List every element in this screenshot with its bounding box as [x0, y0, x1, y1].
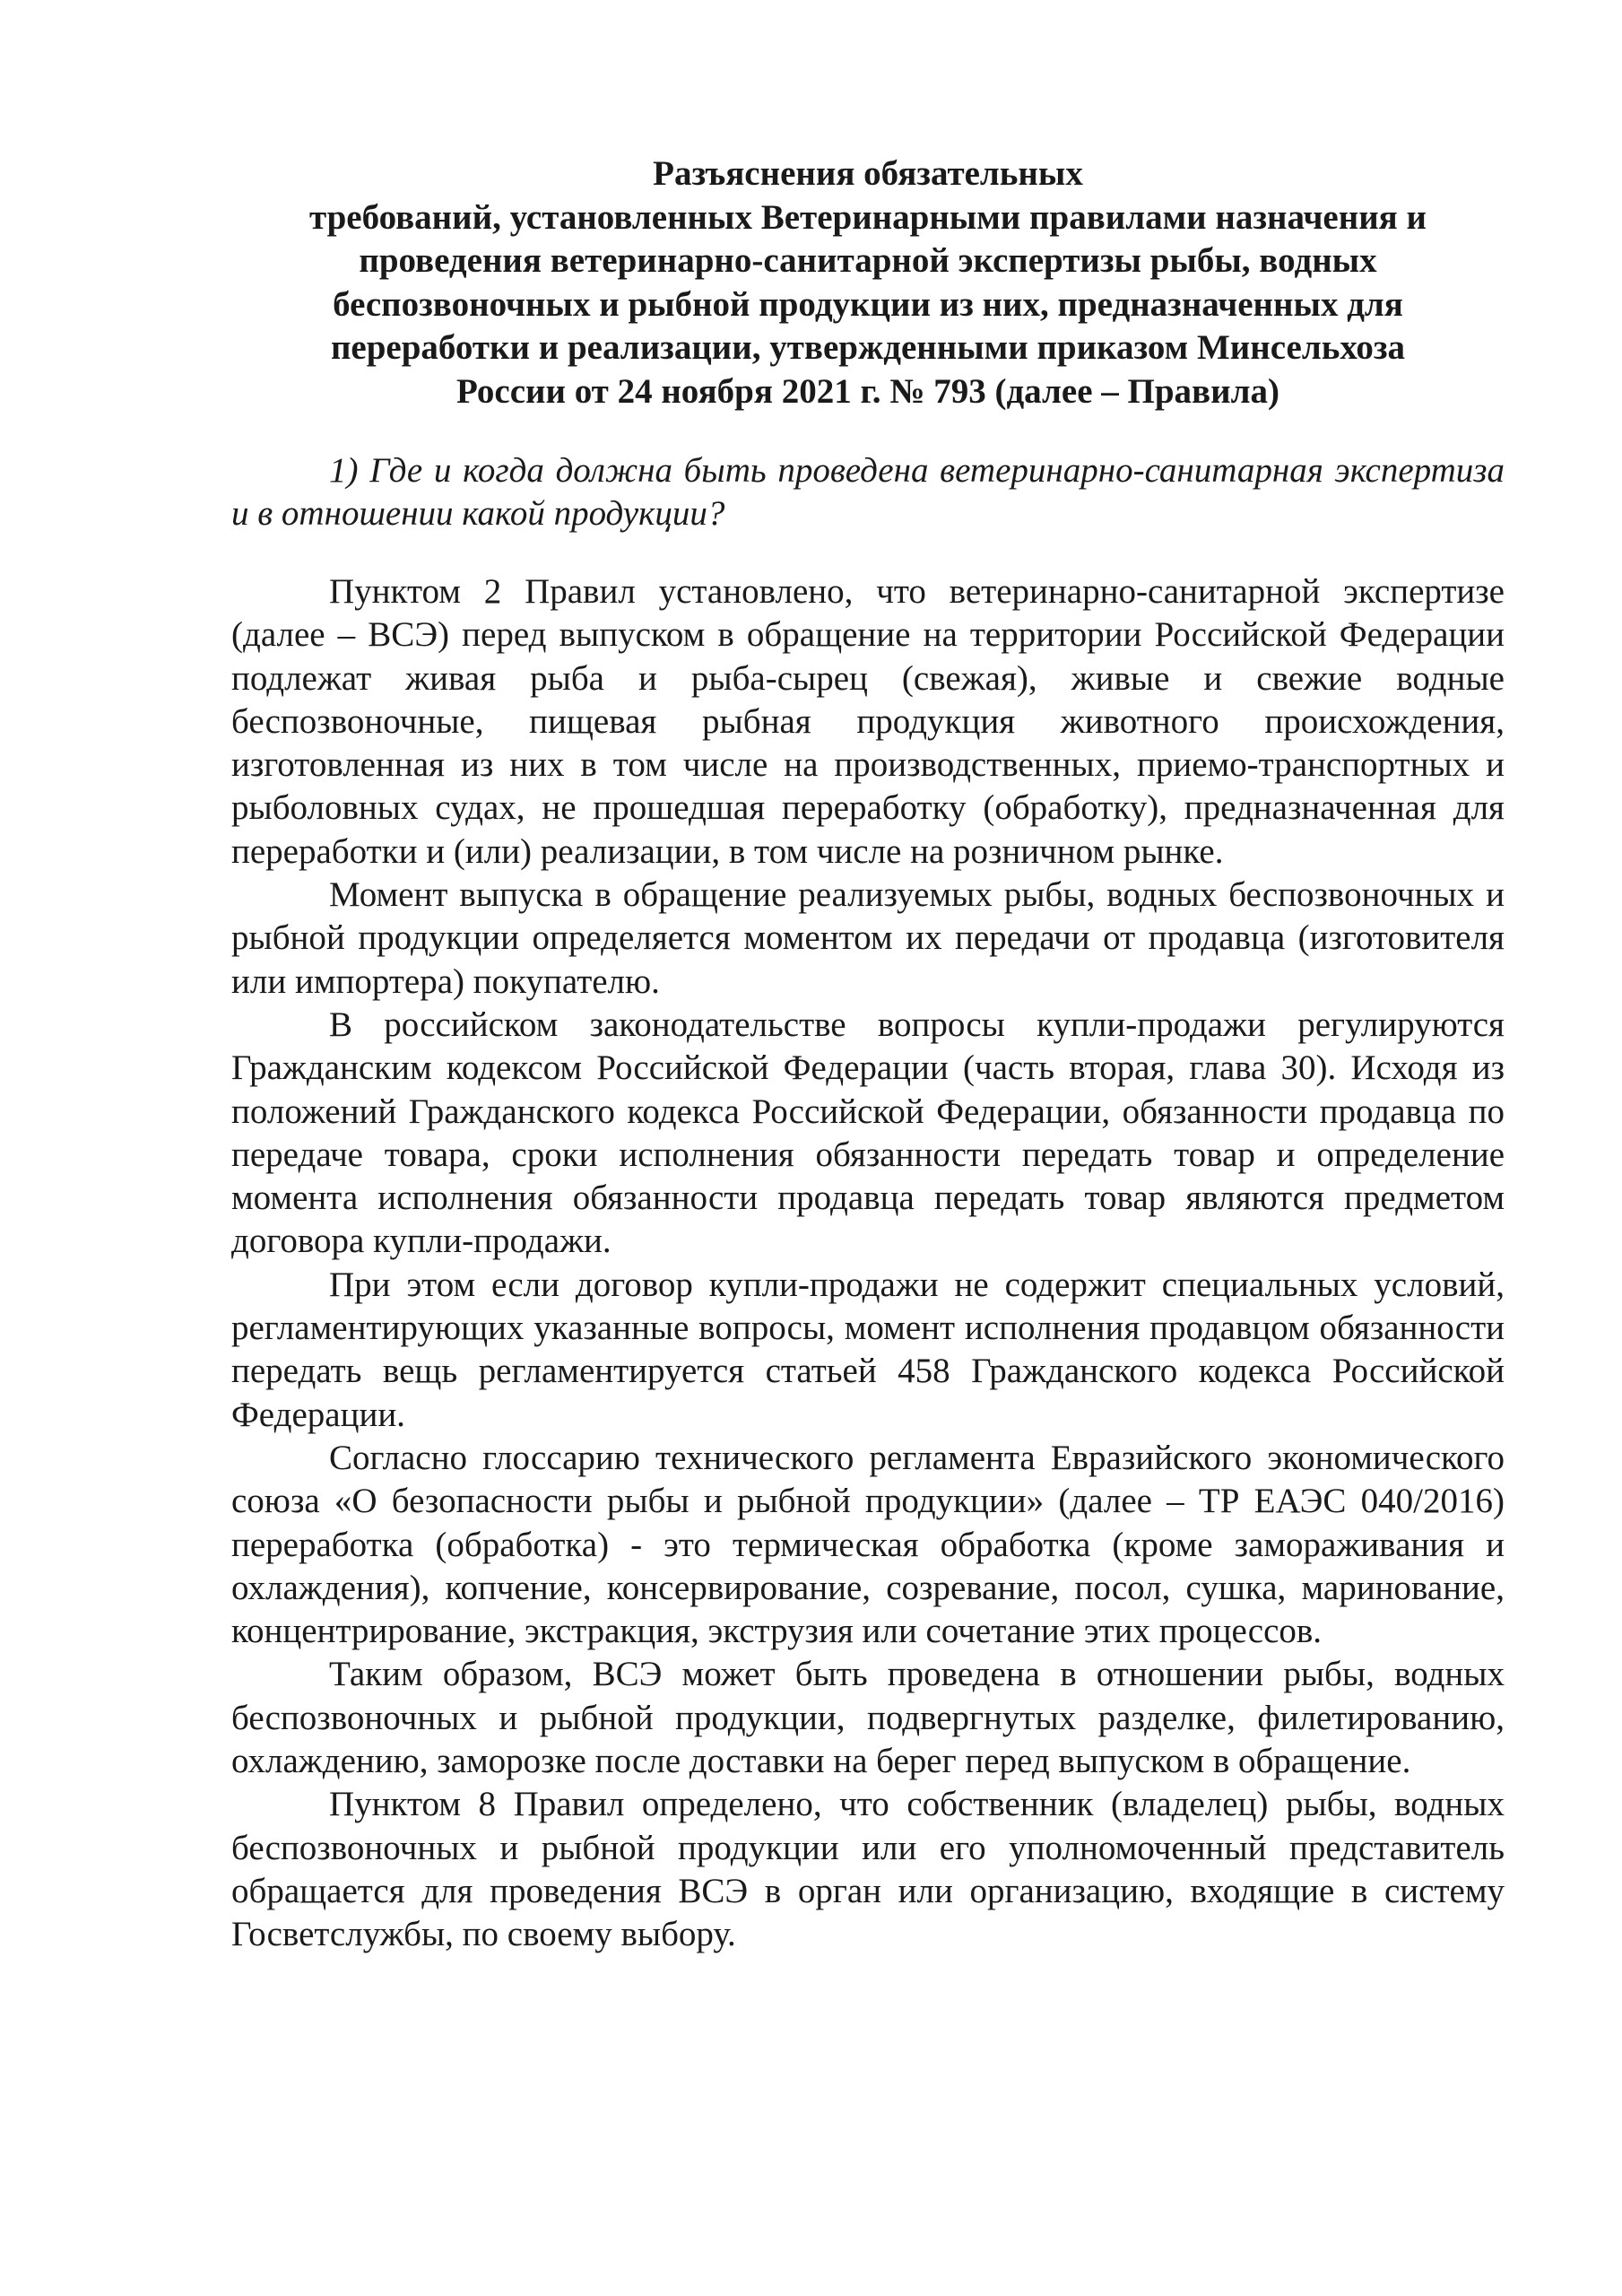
- title-line: беспозвоночных и рыбной продукции из них, предназначенных для: [333, 284, 1403, 324]
- title-line: переработки и реализации, утвержденными приказом Минсельхоза: [330, 328, 1406, 367]
- question-heading: 1) Где и когда должна быть проведена ветеринарно-санитарная экспертиза и в отношении какой продукции?: [231, 451, 1505, 533]
- document-page: [231, 152, 1505, 1957]
- title-line: Разъяснения обязательных: [653, 154, 1083, 193]
- paragraph: Согласно глоссарию технического регламента Евразийского экономического союза «О безопасности рыбы и рыбной продукции» (далее – ТР ЕАЭС 040/2016) переработка (обработка) - это термическая обработка (кроме замораживания и охлаждения), копчение, консервирование, созревание, посол, сушка, маринование, концентрирование, экстракция, экструзия или сочетание этих процессов.: [231, 1438, 1505, 1651]
- paragraph: В российском законодательстве вопросы купли-продажи регулируются Гражданским кодексом Российской Федерации (часть вторая, глава 30). Исходя из положений Гражданского кодекса Российской Федерации, обязанности продавца по передаче товара, сроки исполнения обязанности передать товар и определение момента исполнения обязанности продавца передать товар являются предметом договора купли-продажи.: [231, 1004, 1505, 1261]
- title-line: требований, установленных Ветеринарными правилами назначения и: [308, 197, 1427, 237]
- title-line: России от 24 ноября 2021 г. № 793 (далее – Правила): [456, 371, 1279, 411]
- paragraph: Пунктом 8 Правил определено, что собственник (владелец) рыбы, водных беспозвоночных и рыбной продукции или его уполномоченный представитель обращается для проведения ВСЭ в орган или организацию, входящие в систему Госветслужбы, по своему выбору.: [231, 1785, 1505, 1954]
- paragraph: Таким образом, ВСЭ может быть проведена в отношении рыбы, водных беспозвоночных и рыбной продукции, подвергнутых разделке, филетированию, охлаждению, заморозке после доставки на берег перед выпуском в обращение.: [231, 1655, 1505, 1781]
- paragraph: Момент выпуска в обращение реализуемых рыбы, водных беспозвоночных и рыбной продукции определяется моментом их передачи от продавца (изготовителя или импортера) покупателю.: [231, 875, 1505, 1001]
- paragraph: При этом если договор купли-продажи не содержит специальных условий, регламентирующих указанные вопросы, момент исполнения продавцом обязанности передать вещь регламентируется статьей 458 Гражданского кодекса Российской Федерации.: [231, 1265, 1505, 1434]
- document-title: [231, 152, 1505, 413]
- paragraph: Пунктом 2 Правил установлено, что ветеринарно-санитарной экспертизе (далее – ВСЭ) перед выпуском в обращение на территории Российской Федерации подлежат живая рыба и рыба-сырец (свежая), живые и свежие водные беспозвоночные, пищевая рыбная продукция животного происхождения, изготовленная из них в том числе на производственных, приемо-транспортных и рыболовных судах, не прошедшая переработку (обработку), предназначенная для переработки и (или) реализации, в том числе на розничном рынке.: [231, 572, 1505, 871]
- title-line: проведения ветеринарно-санитарной экспертизы рыбы, водных: [359, 241, 1377, 280]
